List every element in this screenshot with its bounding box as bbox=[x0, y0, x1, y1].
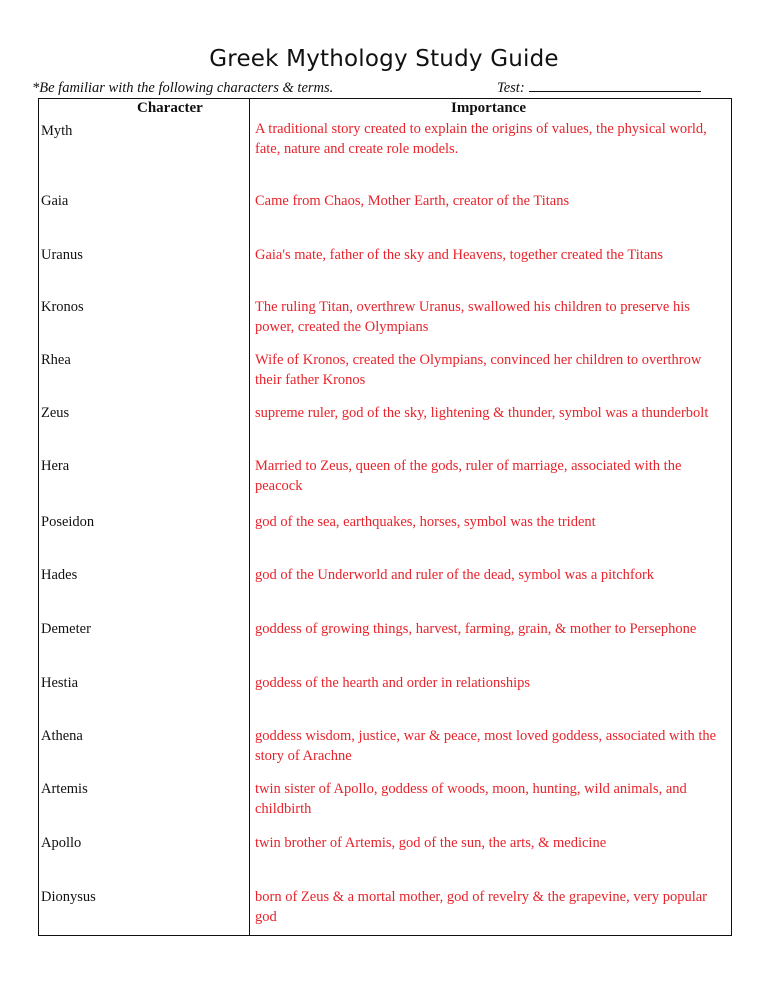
page-title: Greek Mythology Study Guide bbox=[209, 46, 559, 72]
character-name: Athena bbox=[41, 728, 83, 744]
character-name: Hestia bbox=[41, 675, 79, 691]
importance-text: goddess of growing things, harvest, farming, grain, & mother to Persephone bbox=[255, 621, 697, 637]
character-name: Zeus bbox=[41, 405, 70, 421]
character-name: Kronos bbox=[41, 299, 84, 315]
importance-text: Wife of Kronos, created the Olympians, convinced her children to overthrow their father Kronos bbox=[255, 352, 702, 388]
character-name: Artemis bbox=[41, 781, 88, 797]
importance-text: Came from Chaos, Mother Earth, creator of the Titans bbox=[255, 193, 570, 209]
character-name: Dionysus bbox=[41, 889, 96, 905]
character-name: Uranus bbox=[41, 247, 83, 263]
importance-text: twin sister of Apollo, goddess of woods, moon, hunting, wild animals, and childbirth bbox=[255, 781, 687, 817]
test-blank-line bbox=[529, 80, 701, 92]
character-name: Hera bbox=[41, 458, 70, 474]
importance-text: Gaia's mate, father of the sky and Heavens, together created the Titans bbox=[255, 247, 664, 263]
character-name: Gaia bbox=[41, 193, 69, 209]
importance-text: goddess of the hearth and order in relationships bbox=[255, 675, 531, 691]
importance-text: Married to Zeus, queen of the gods, ruler of marriage, associated with the peacock bbox=[255, 458, 682, 494]
importance-text: god of the sea, earthquakes, horses, symbol was the trident bbox=[255, 514, 596, 530]
importance-text: The ruling Titan, overthrew Uranus, swallowed his children to preserve his power, created the Olympians bbox=[255, 299, 690, 335]
character-name: Myth bbox=[41, 123, 73, 139]
importance-text: goddess wisdom, justice, war & peace, most loved goddess, associated with the story of Arachne bbox=[255, 728, 717, 764]
column-header-importance: Importance bbox=[451, 100, 526, 116]
importance-text: supreme ruler, god of the sky, lightening & thunder, symbol was a thunderbolt bbox=[255, 405, 709, 421]
character-name: Poseidon bbox=[41, 514, 95, 530]
character-name: Rhea bbox=[41, 352, 71, 368]
importance-text: twin brother of Artemis, god of the sun, the arts, & medicine bbox=[255, 835, 607, 851]
column-divider bbox=[249, 99, 250, 935]
importance-text: A traditional story created to explain the origins of values, the physical world, fate, nature and create role models. bbox=[255, 121, 707, 157]
column-header-character: Character bbox=[137, 100, 203, 116]
test-label: Test: bbox=[497, 80, 525, 96]
test-field bbox=[497, 80, 701, 97]
study-table bbox=[38, 98, 732, 936]
instruction-text: *Be familiar with the following characters & terms. bbox=[32, 80, 334, 96]
character-name: Demeter bbox=[41, 621, 91, 637]
character-name: Apollo bbox=[41, 835, 82, 851]
character-name: Hades bbox=[41, 567, 78, 583]
importance-text: god of the Underworld and ruler of the dead, symbol was a pitchfork bbox=[255, 567, 655, 583]
importance-text: born of Zeus & a mortal mother, god of revelry & the grapevine, very popular god bbox=[255, 889, 707, 925]
